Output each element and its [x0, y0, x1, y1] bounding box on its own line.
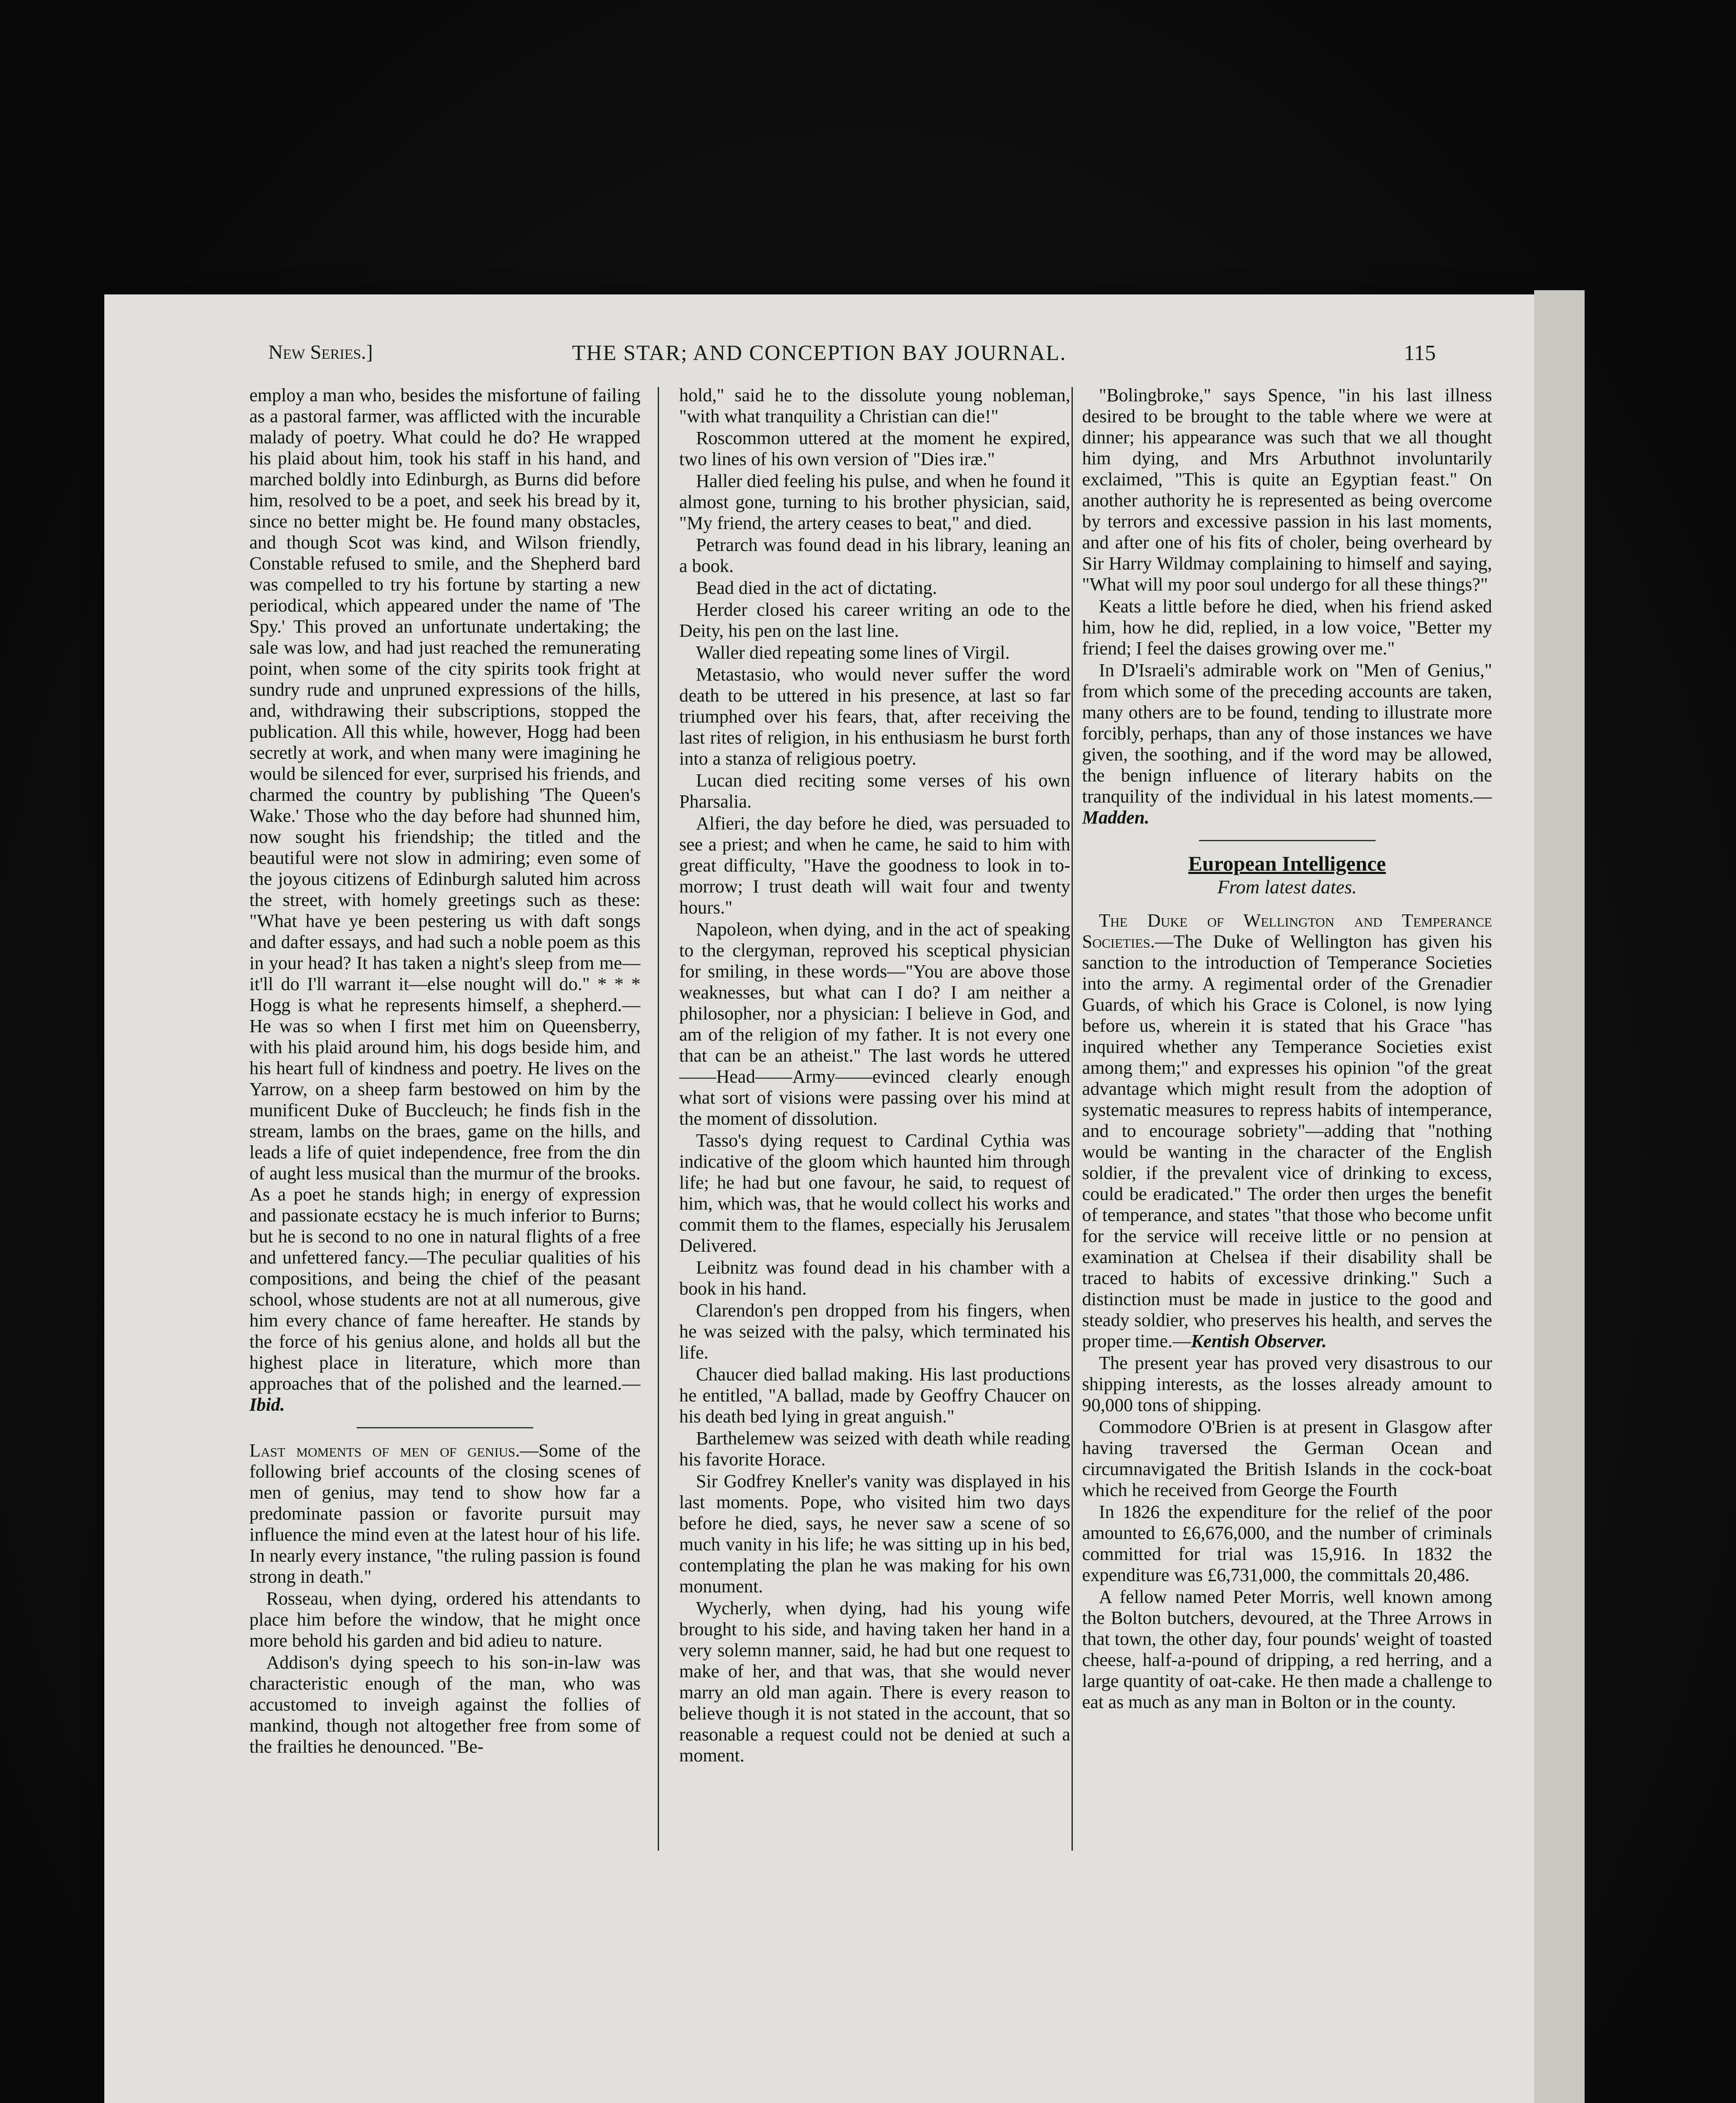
wellington-text: —The Duke of Wellington has given his sanction to the introduction of Temperance Societies into the army. A regimental order of the Grenadier Guards, of which his Grace is Colonel, is now lying before us, wherein it is stated that his Grace "has inquired whether any Temperance Societies exist among them;" and expresses his opinion "of the great advantage which might result from the adoption of systematic measures to repress habits of intemperance, and to encourage sobriety"—adding that "nothing would be wanting in the character of the English soldier, if the prevalent vice of drinking to excess, could be eradicated." The order then urges the benefit of temperance, and states "that those who become unfit for the service will receive little or no pension at examination at Chelsea if their disability shall be traced to habits of excessive drinking." Such a distinction must be made in justice to the good and steady soldier, who preserves his health, and serves the proper time.—: [1082, 931, 1492, 1351]
col3-paragraph: In 1826 the expenditure for the relief of the poor amounted to £6,676,000, and the number of criminals committed for trial was 15,916. In 1832 the expenditure was £6,731,000, the committals 20,486.: [1082, 1502, 1492, 1585]
col2-paragraph: Barthelemew was seized with death while reading his favorite Horace.: [679, 1428, 1070, 1470]
disraeli-paragraph: [1082, 660, 1492, 828]
col3-paragraph: Commodore O'Brien is at present in Glasgow after having traversed the German Ocean and circumnavigated the British Islands in the cock-boat which he received from George the Fourth: [1082, 1417, 1492, 1500]
hogg-signoff: Ibid.: [249, 1394, 285, 1415]
col2-paragraph: hold," said he to the dissolute young nobleman, "with what tranquility a Christian can die!": [679, 385, 1070, 426]
column-rule-1: [658, 387, 659, 1851]
wellington-headline: The Duke of Wellington and Temperance Societies.: [1082, 910, 1492, 952]
column-1: [249, 385, 640, 1857]
madden-signoff: Madden.: [1082, 807, 1150, 828]
col2-paragraph: Sir Godfrey Kneller's vanity was displayed in his last moments. Pope, who visited him two days before he died, says, he never saw a scene of so much vanity in his life; he was sitting up in his bed, contemplating the plan he was making for his own monument.: [679, 1471, 1070, 1597]
col2-paragraph: Herder closed his career writing an ode to the Deity, his pen on the last line.: [679, 599, 1070, 641]
disraeli-text: In D'Israeli's admirable work on "Men of Genius," from which some of the preceding accounts are taken, many others are to be found, tending to illustrate more forcibly, perhaps, than any of those instances we have given, the soothing, and if the word may be allowed, the benign influence of literary habits on the tranquility of the individual in his latest moments.—: [1082, 660, 1492, 807]
rosseau-paragraph: Rosseau, when dying, ordered his attendants to place him before the window, that he might once more behold his garden and bid adieu to nature.: [249, 1588, 640, 1651]
col2-paragraph: Chaucer died ballad making. His last productions he entitled, "A ballad, made by Geoffry Chaucer on his death bed lying in great anguish.": [679, 1364, 1070, 1427]
hogg-article-body: [249, 385, 640, 1415]
col2-paragraph: Waller died repeating some lines of Virgil.: [696, 642, 1010, 663]
wellington-paragraph: [1082, 910, 1492, 1352]
col2-paragraph: Wycherly, when dying, had his young wife brought to his side, and having taken her hand in a very solemn manner, said, he had but one request to make of her, and that was, that she would never marry an old man again. There is every reason to believe though it is not stated in the account, that so reasonable a request could not be denied at such a moment.: [679, 1598, 1070, 1766]
journal-title: THE STAR; AND CONCEPTION BAY JOURNAL.: [572, 341, 1066, 365]
col2-paragraph: Leibnitz was found dead in his chamber with a book in his hand.: [679, 1257, 1070, 1299]
page-header: [104, 341, 1534, 379]
col3-paragraph: "Bolingbroke," says Spence, "in his last illness desired to be brought to the table where we were at dinner; his appearance was such that we all thought him dying, and Mrs Arbuthnot involuntarily exclaimed, "This is quite an Egyptian feast." On another authority he is represented as being overcome by terrors and excessive passion in his last moments, and after one of his fits of choler, being overheard by Sir Harry Wildmay complaining to himself and saying, "What will my poor soul undergo for all these things?": [1082, 385, 1492, 595]
hogg-text: employ a man who, besides the misfortune of failing as a pastoral farmer, was afflicted with the incurable malady of poetry. What could he do? He wrapped his plaid about him, took his staff in his hand, and marched boldly into Edinburgh, as Burns did before him, resolved to be a poet, and seek his bread by it, since no better might be. He found many obstacles, and though Scot was kind, and Wilson friendly, Constable refused to smile, and the Shepherd bard was compelled to try his fortune by starting a new periodical, which appeared under the name of 'The Spy.' This proved an unfortunate undertaking; the sale was low, and had just reached the remunerating point, when some of the city spirits took fright at sundry rude and unpruned expressions of the hills, and, withdrawing their subscriptions, stopped the publication. All this while, however, Hogg had been secretly at work, and when many were imagining he would be silenced for ever, surprised his friends, and charmed the country by publishing 'The Queen's Wake.' Those who the day before had shunned him, now sought his friendship; the titled and the beautiful were not slow in admiring; even some of the joyous citizens of Edinburgh saluted him across the street, with homely greetings such as these: "What have ye been pestering us with daft songs and dafter essays, and had such a noble poem as this in your head? It has taken a night's sleep from me—it'll do I'll warrant it—else nought will do." * * * Hogg is what he represents himself, a shepherd.—He was so when I first met him on Queensberry, with his plaid around him, his dogs beside him, and his heart full of kindness and poetry. He lives on the Yarrow, on a sheep farm bestowed on him by the munificent Duke of Buccleuch; he finds fish in the stream, lambs on the braes, game on the hills, and leads a life of quiet independence, free from the din of aught less musical than the murmur of the brooks. As a poet he stands high; in energy of expression and passionate ecstacy he is much inferior to Burns; but he is second to no one in natural flights of a free and unfettered fancy.—The peculiar qualities of his compositions, and being the chief of the peasant school, whose students are not at all numerous, give him every chance of fame hereafter. He stands by the force of his genius alone, and holds all but the highest place in literature, which more than approaches that of the polished and the learned.—: [249, 385, 640, 1394]
col2-paragraph: Roscommon uttered at the moment he expired, two lines of his own version of "Dies iræ.": [679, 428, 1070, 469]
col3-paragraph: A fellow named Peter Morris, well known among the Bolton butchers, devoured, at the Three Arrows in that town, the other day, four pounds' weight of toasted cheese, half-a-pound of dripping, a red herring, and a large quantity of oat-cake. He then made a challenge to eat as much as any man in Bolton or in the county.: [1082, 1587, 1492, 1712]
newspaper-page: [104, 294, 1534, 2103]
page-number: 115: [1404, 341, 1436, 365]
column-rule-2: [1072, 387, 1073, 1851]
section-divider: [1199, 840, 1376, 841]
col2-paragraph: Clarendon's pen dropped from his fingers, when he was seized with the palsy, which terminated his life.: [679, 1300, 1070, 1363]
genius-intro: [249, 1440, 640, 1587]
section-subtitle: From latest dates.: [1217, 876, 1357, 898]
col2-paragraph: Haller died feeling his pulse, and when he found it almost gone, turning to his brother physician, said, "My friend, the artery ceases to beat," and died.: [679, 471, 1070, 533]
article-divider: [357, 1427, 533, 1428]
column-3: [1082, 385, 1492, 1857]
kentish-signoff: Kentish Observer.: [1191, 1331, 1327, 1351]
page-edge-shadow: [1534, 290, 1585, 2103]
col2-paragraph: Napoleon, when dying, and in the act of speaking to the clergyman, reproved his sceptical physician for smiling, in these words—"You are above those weaknesses, but what can I do? I am neither a philosopher, nor a physician: I believe in God, and am of the religion of my father. It is not every one that can be an atheist." The last words he uttered——Head——Army——evinced clearly enough what sort of visions were passing over his mind at the moment of dissolution.: [679, 919, 1070, 1129]
col3-paragraph: The present year has proved very disastrous to our shipping interests, as the losses already amount to 90,000 tons of shipping.: [1082, 1353, 1492, 1415]
column-2: [679, 385, 1070, 1857]
addison-paragraph: Addison's dying speech to his son-in-law was characteristic enough of the man, who was accustomed to inveigh against the follies of mankind, though not altogether free from some of the frailties he denounced. "Be-: [249, 1652, 640, 1757]
col2-paragraph: Alfieri, the day before he died, was persuaded to see a priest; and when he came, he said to him with great difficulty, "Have the goodness to look in to-morrow; I trust death will wait four and twenty hours.": [679, 813, 1070, 918]
section-title: European Intelligence: [1188, 852, 1386, 875]
col3-paragraph: Keats a little before he died, when his friend asked him, how he did, replied, in a low voice, "Better my friend; I feel the daises growing over me.": [1082, 596, 1492, 659]
col2-paragraph: Lucan died reciting some verses of his own Pharsalia.: [679, 770, 1070, 812]
col2-paragraph: Petrarch was found dead in his library, leaning an a book.: [679, 535, 1070, 576]
series-label: New Series.]: [268, 341, 373, 363]
genius-headline: Last moments of men of genius.: [249, 1440, 520, 1461]
col2-paragraph: Bead died in the act of dictating.: [696, 577, 937, 598]
genius-intro-text: —Some of the following brief accounts of the closing scenes of men of genius, may tend to show how far a predominate passion or favorite pursuit may influence the mind even at the latest hour of his life. In nearly every instance, "the ruling passion is found strong in death.": [249, 1440, 640, 1587]
col2-paragraph: Tasso's dying request to Cardinal Cythia was indicative of the gloom which haunted him through life; he had but one favour, he said, to request of him, which was, that he would collect his works and commit them to the flames, especially his Jerusalem Delivered.: [679, 1130, 1070, 1256]
col2-paragraph: Metastasio, who would never suffer the word death to be uttered in his presence, at last so far triumphed over his fears, that, after receiving the last rites of religion, in his enthusiasm he burst forth into a stanza of religious poetry.: [679, 664, 1070, 769]
